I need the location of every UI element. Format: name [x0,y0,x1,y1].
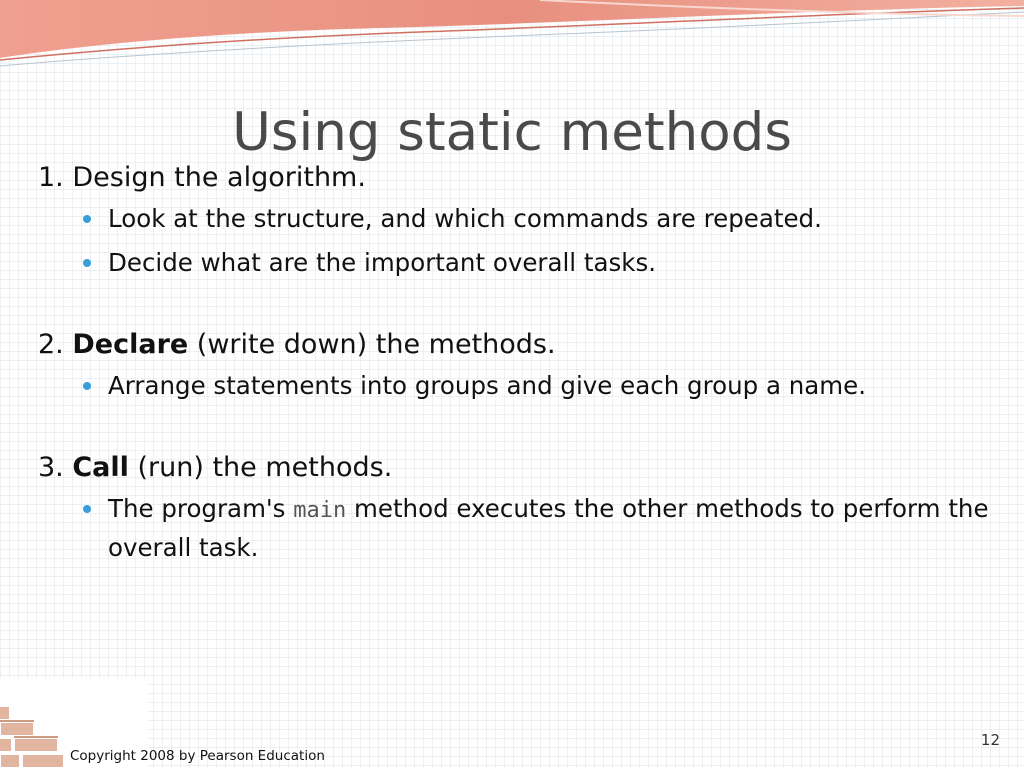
bullet-icon [83,505,91,513]
step-1 [38,158,1008,198]
header-decoration [0,0,1024,75]
bullet-icon [83,259,91,267]
step-2-keyword: Declare [72,329,189,360]
list-item: Decide what are the important overall tasks. [108,244,1008,281]
bullet-icon [83,382,91,390]
step-3-bullets [38,490,1008,566]
step-2 [38,325,1008,365]
slide-body [38,158,1008,573]
step-2-number: 2. [38,329,64,360]
page-number: 12 [980,731,1000,749]
step-2-bullets [38,367,1008,404]
list-item: Arrange statements into groups and give each group a name. [108,367,1008,404]
bullet-icon [83,215,91,223]
list-item: The program's main method executes the other methods to perform the overall task. [108,490,1008,566]
copyright-text: Copyright 2008 by Pearson Education [70,748,325,764]
step-1-text: Design the algorithm. [72,162,366,193]
step-3 [38,448,1008,488]
slide-title: Using static methods [232,101,792,163]
step-3-keyword: Call [72,452,129,483]
step-3-text: (run) the methods. [137,452,393,483]
step-1-number: 1. [38,162,64,193]
list-item: Look at the structure, and which commands are repeated. [108,200,1008,237]
code-main: main [293,498,347,523]
step-3-number: 3. [38,452,64,483]
step-2-text: (write down) the methods. [196,329,556,360]
step-1-bullets [38,200,1008,281]
